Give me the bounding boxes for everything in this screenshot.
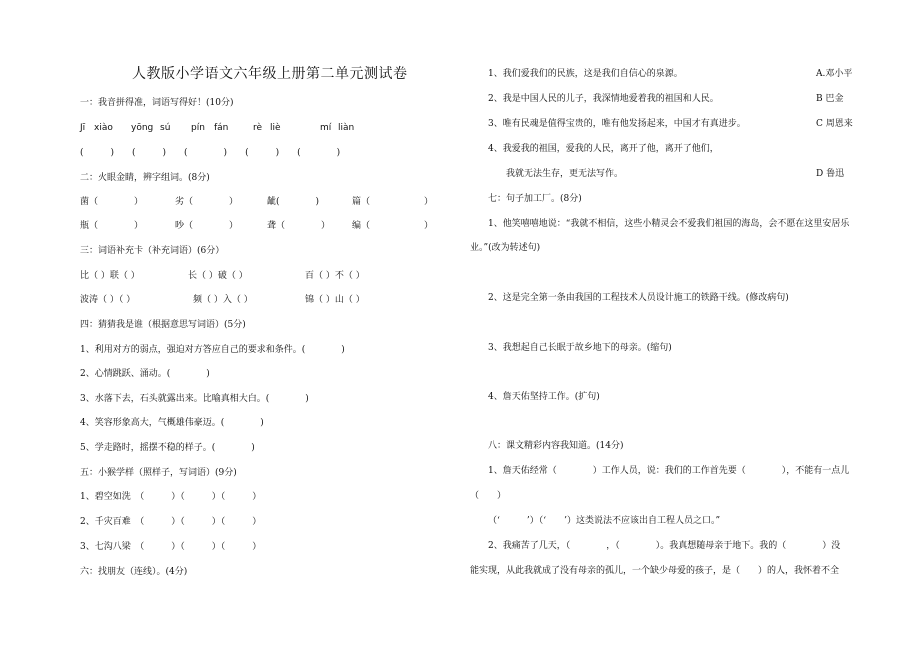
pinyin: mí: [320, 123, 332, 133]
page-title: 人教版小学语文六年级上册第二单元测试卷: [132, 66, 408, 82]
idiom-item[interactable]: 长（ ）破（ ）: [188, 271, 248, 281]
quote-item[interactable]: 1、我们爱我们的民族，这是我们自信心的泉源。: [488, 69, 683, 79]
guess-word-item[interactable]: 4、笑容形象高大，气概雄伟豪迈。( ): [80, 418, 264, 428]
pinyin: xiào: [94, 123, 113, 133]
sentence-task-2: 2、这是完全第一条由我国的工程技术人员设计施工的铁路干线。(修改病句): [488, 293, 789, 303]
idiom-row-1: [80, 270, 460, 282]
imitate-word-item[interactable]: 3、七沟八梁 （ ）（ ）（ ）: [80, 542, 262, 552]
author-name[interactable]: C 周恩来: [816, 119, 853, 129]
pinyin: liè: [270, 123, 281, 133]
section6-heading: 六：找朋友（连线）。(4分): [80, 567, 188, 577]
reading-fill-2-line-2[interactable]: 能实现，从此我就成了没有母亲的孤儿，一个缺少母爱的孩子，是（ ）的人，我怀着不全: [470, 566, 840, 576]
guess-word-item[interactable]: 3、水落下去，石头就露出来。比喻真相大白。( ): [80, 394, 309, 404]
word-group-item[interactable]: 瓶（ ）: [80, 221, 144, 231]
section5-heading: 五：小猴学样（照样子，写词语）(9分): [80, 468, 237, 478]
guess-word-item[interactable]: 5、学走路时，摇摆不稳的样子。( ): [80, 443, 255, 453]
idiom-item[interactable]: 比（ ）联（ ）: [80, 271, 140, 281]
section7-heading: 七：句子加工厂。(8分): [488, 194, 582, 204]
word-group-item[interactable]: 劣（ ）: [175, 197, 239, 207]
word-group-item[interactable]: 龇( ): [267, 197, 320, 207]
pinyin-answer-brackets[interactable]: ( ) ( ) ( ) ( ) ( ): [80, 148, 341, 158]
sentence-task-3: 3、我想起自己长眠于故乡地下的母亲。(缩句): [488, 343, 672, 353]
guess-word-item[interactable]: 2、心情跳跃、涌动。( ): [80, 369, 210, 379]
reading-fill-1-line-1[interactable]: 1、詹天佑经常（ ）工作人员，说：我们的工作首先要（ ），不能有一点儿: [488, 466, 850, 476]
idiom-item[interactable]: 锦（ ）山（ ）: [305, 295, 365, 305]
reading-fill-2-line-1[interactable]: 2、我痛苦了几天，（ ，（ ）。我真想随母亲于地下。我的（ ）没: [488, 541, 841, 551]
idiom-item[interactable]: 百（ ）不（ ）: [305, 271, 365, 281]
idiom-item[interactable]: 波涛（ ）（ ）: [80, 295, 136, 305]
left-column: [80, 0, 460, 650]
word-group-item[interactable]: 菌（ ）: [80, 197, 144, 207]
right-column: [470, 0, 870, 650]
imitate-word-item[interactable]: 1、碧空如洗 （ ）（ ）（ ）: [80, 492, 262, 502]
section1-heading: 一：我音拼得准，词语写得好！(10分): [80, 98, 234, 108]
pinyin: Jī: [80, 123, 86, 133]
section4-heading: 四：猜猜我是谁（根据意思写词语）(5分): [80, 320, 246, 330]
quote-item[interactable]: 2、我是中国人民的儿子，我深情地爱着我的祖国和人民。: [488, 94, 719, 104]
author-name[interactable]: A.邓小平: [816, 69, 853, 79]
word-group-row-1: [80, 196, 460, 208]
quote-item-continuation: 我就无法生存，更无法写作。: [506, 169, 624, 179]
reading-fill-1-line-3[interactable]: （‘ ’）（‘ ’）这类说法不应该出自工程人员之口。”: [488, 516, 721, 526]
author-name[interactable]: B 巴金: [816, 94, 844, 104]
imitate-word-item[interactable]: 2、千灾百难 （ ）（ ）（ ）: [80, 517, 262, 527]
word-group-item[interactable]: 吵（ ）: [175, 221, 239, 231]
sentence-task-1-line-2: 业。”(改为转述句): [470, 243, 541, 253]
word-group-item[interactable]: 篇（ ）: [352, 197, 434, 207]
pinyin: pín: [191, 123, 205, 133]
reading-fill-1-line-2[interactable]: （ ）: [470, 491, 507, 501]
guess-word-item[interactable]: 1、利用对方的弱点，强迫对方答应自己的要求和条件。( ): [80, 345, 345, 355]
section8-heading: 八：课文精彩内容我知道。(14分): [488, 441, 624, 451]
sentence-task-1-line-1: 1、他笑嘻嘻地说：“我就不相信，这些小精灵会不爱我们祖国的海岛，会不愿在这里安居乐: [488, 219, 850, 229]
quote-item[interactable]: 3、唯有民魂是值得宝贵的，唯有他发扬起来，中国才有真进步。: [488, 119, 746, 129]
idiom-row-2: [80, 294, 460, 306]
quote-item[interactable]: 4、我爱我的祖国，爱我的人民，离开了他，离开了他们，: [488, 144, 719, 154]
word-group-item[interactable]: 编（ ）: [352, 221, 434, 231]
author-name[interactable]: D 鲁迅: [816, 169, 845, 179]
sentence-task-4: 4、詹天佑坚持工作。(扩句): [488, 392, 600, 402]
pinyin-row: [80, 122, 460, 134]
pinyin: rè: [253, 123, 263, 133]
pinyin: yōng: [131, 123, 154, 133]
section2-heading: 二：火眼金睛，辨字组词。(8分): [80, 173, 210, 183]
idiom-item[interactable]: 频（ ）入（ ）: [193, 295, 253, 305]
pinyin: liàn: [338, 123, 355, 133]
pinyin: sú: [160, 123, 171, 133]
word-group-item[interactable]: 聋（ ）: [267, 221, 331, 231]
pinyin: fán: [214, 123, 229, 133]
section3-heading: 三：词语补充卡（补充词语）(6分）: [80, 246, 225, 256]
word-group-row-2: [80, 220, 460, 232]
